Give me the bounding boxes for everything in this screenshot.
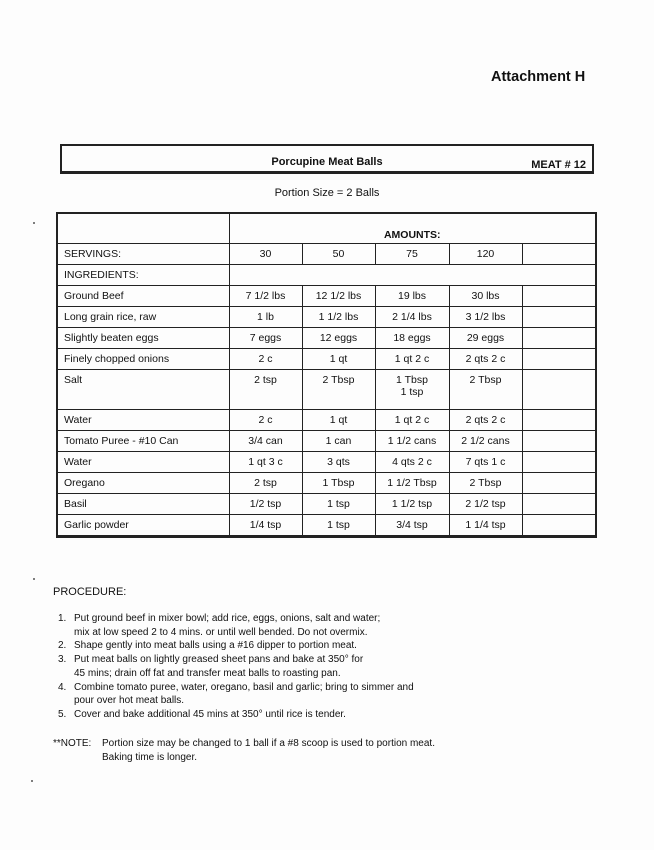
- ingredient-row: [57, 494, 596, 515]
- amount-cell: 1 can: [302, 431, 375, 452]
- amount-cell: 12 eggs: [302, 328, 375, 349]
- step-text: Cover and bake additional 45 mins at 350° until rice is tender.: [74, 708, 346, 720]
- scan-speck: [33, 578, 35, 580]
- amount-cell: 2 1/4 lbs: [375, 307, 449, 328]
- amount-cell: 1 1/4 tsp: [449, 515, 522, 537]
- step-text-continued: mix at low speed 2 to 4 mins. or until well bended. Do not overmix.: [74, 626, 368, 638]
- amount-cell: 3/4 tsp: [375, 515, 449, 537]
- amount-cell: [522, 307, 596, 328]
- amount-cell: 2 c: [229, 349, 302, 370]
- step-number: 4.: [58, 681, 67, 693]
- servings-value: 30: [229, 244, 302, 265]
- amount-cell: 2 Tbsp: [302, 370, 375, 410]
- ingredients-header-row: [57, 265, 596, 286]
- amount-cell: 1 qt 3 c: [229, 452, 302, 473]
- blank-cell: [229, 265, 596, 286]
- amount-cell: 2 tsp: [229, 473, 302, 494]
- amount-cell: [522, 370, 596, 410]
- procedure-step: [58, 653, 528, 680]
- step-text: Put meat balls on lightly greased sheet pans and bake at 350° for: [74, 654, 364, 666]
- amount-cell: 2 qts 2 c: [449, 349, 522, 370]
- ingredient-name: Basil: [57, 494, 229, 515]
- portion-size: Portion Size = 2 Balls: [274, 187, 380, 199]
- ingredient-row: [57, 349, 596, 370]
- step-number: 1.: [58, 613, 67, 624]
- step-number: 3.: [58, 654, 67, 666]
- amounts-header-row: [57, 213, 596, 244]
- ingredient-row: [57, 515, 596, 537]
- ingredient-name: Garlic powder: [57, 515, 229, 537]
- servings-value: 120: [449, 244, 522, 265]
- recipe-title: Porcupine Meat Balls: [271, 156, 383, 168]
- ingredient-name: Slightly beaten eggs: [57, 328, 229, 349]
- ingredient-row: [57, 473, 596, 494]
- amount-cell: [522, 515, 596, 537]
- ingredient-row: [57, 410, 596, 431]
- step-text: Put ground beef in mixer bowl; add rice, eggs, onions, salt and water;: [74, 613, 381, 624]
- amount-cell: 2 Tbsp: [449, 473, 522, 494]
- step-number: 2.: [58, 640, 67, 652]
- ingredients-label: INGREDIENTS:: [57, 265, 229, 286]
- amount-cell: [522, 431, 596, 452]
- amounts-heading: AMOUNTS:: [229, 213, 596, 244]
- recipe-code: MEAT # 12: [531, 159, 586, 171]
- ingredient-name: Finely chopped onions: [57, 349, 229, 370]
- ingredient-name: Water: [57, 410, 229, 431]
- amount-cell: [522, 286, 596, 307]
- step-text: Combine tomato puree, water, oregano, basil and garlic; bring to simmer and: [74, 681, 414, 693]
- step-text-continued: pour over hot meat balls.: [74, 695, 185, 707]
- amount-cell: 1 qt 2 c: [375, 349, 449, 370]
- procedure-steps: [58, 612, 528, 722]
- amount-cell: 19 lbs: [375, 286, 449, 307]
- amount-cell: 1 1/2 Tbsp: [375, 473, 449, 494]
- servings-value: 50: [302, 244, 375, 265]
- ingredient-row: [57, 286, 596, 307]
- ingredient-name: Ground Beef: [57, 286, 229, 307]
- amount-cell: 1 Tbsp 1 tsp: [375, 370, 449, 410]
- amount-cell: 1 Tbsp: [302, 473, 375, 494]
- amount-cell: 12 1/2 lbs: [302, 286, 375, 307]
- amount-cell: 2 qts 2 c: [449, 410, 522, 431]
- amount-cell: 2 Tbsp: [449, 370, 522, 410]
- ingredient-row: [57, 431, 596, 452]
- blank-cell: [57, 213, 229, 244]
- amount-cell: [522, 494, 596, 515]
- procedure-heading: PROCEDURE:: [53, 586, 127, 598]
- ingredient-name: Water: [57, 452, 229, 473]
- amount-cell: 2 c: [229, 410, 302, 431]
- amounts-table: [56, 212, 597, 538]
- amount-cell: 3 1/2 lbs: [449, 307, 522, 328]
- procedure-step: [58, 639, 528, 653]
- amount-cell: 30 lbs: [449, 286, 522, 307]
- procedure-step: [58, 681, 528, 708]
- ingredient-row: [57, 452, 596, 473]
- amount-cell: 1/4 tsp: [229, 515, 302, 537]
- procedure-step: [58, 708, 528, 722]
- amount-cell: 1 tsp: [302, 515, 375, 537]
- ingredient-row: [57, 328, 596, 349]
- amount-cell: 1 qt 2 c: [375, 410, 449, 431]
- amount-cell: [522, 328, 596, 349]
- amount-cell: [522, 452, 596, 473]
- amount-cell: 1 1/2 tsp: [375, 494, 449, 515]
- procedure-step: [58, 612, 528, 639]
- ingredient-name: Long grain rice, raw: [57, 307, 229, 328]
- amount-cell: 29 eggs: [449, 328, 522, 349]
- note-label: **NOTE:: [53, 738, 92, 749]
- ingredient-name: Tomato Puree - #10 Can: [57, 431, 229, 452]
- step-number: 5.: [58, 708, 67, 720]
- amount-cell: 1 lb: [229, 307, 302, 328]
- ingredient-row: [57, 307, 596, 328]
- amount-cell: [522, 349, 596, 370]
- amount-cell: 1 1/2 cans: [375, 431, 449, 452]
- amount-cell: 3 qts: [302, 452, 375, 473]
- amount-cell: 2 1/2 cans: [449, 431, 522, 452]
- amount-cell: 1/2 tsp: [229, 494, 302, 515]
- ingredient-name: Salt: [57, 370, 229, 410]
- servings-value: [522, 244, 596, 265]
- ingredient-name: Oregano: [57, 473, 229, 494]
- amount-cell: 1 1/2 lbs: [302, 307, 375, 328]
- amount-cell: 1 tsp: [302, 494, 375, 515]
- amount-cell: 7 eggs: [229, 328, 302, 349]
- amount-cell: 2 1/2 tsp: [449, 494, 522, 515]
- amount-cell: 7 1/2 lbs: [229, 286, 302, 307]
- amount-cell: 18 eggs: [375, 328, 449, 349]
- note-line-1: Portion size may be changed to 1 ball if a #8 scoop is used to portion meat.: [102, 738, 435, 749]
- amount-cell: 4 qts 2 c: [375, 452, 449, 473]
- amount-cell: 1 qt: [302, 410, 375, 431]
- amount-cell: 7 qts 1 c: [449, 452, 522, 473]
- amount-cell: 3/4 can: [229, 431, 302, 452]
- recipe-title-box: [60, 144, 594, 174]
- servings-value: 75: [375, 244, 449, 265]
- attachment-label: Attachment H: [491, 69, 586, 85]
- amount-cell: 1 qt: [302, 349, 375, 370]
- amount-cell: [522, 410, 596, 431]
- amount-cell: [522, 473, 596, 494]
- scan-speck: [33, 222, 35, 224]
- servings-label: SERVINGS:: [57, 244, 229, 265]
- ingredient-row: [57, 370, 596, 410]
- scan-speck: [31, 780, 33, 782]
- servings-row: [57, 244, 596, 265]
- note-line-2: Baking time is longer.: [102, 752, 198, 763]
- amount-cell: 2 tsp: [229, 370, 302, 410]
- step-text: Shape gently into meat balls using a #16 dipper to portion meat.: [74, 640, 357, 652]
- step-text-continued: 45 mins; drain off fat and transfer meat balls to roasting pan.: [74, 667, 341, 679]
- note: [53, 737, 533, 765]
